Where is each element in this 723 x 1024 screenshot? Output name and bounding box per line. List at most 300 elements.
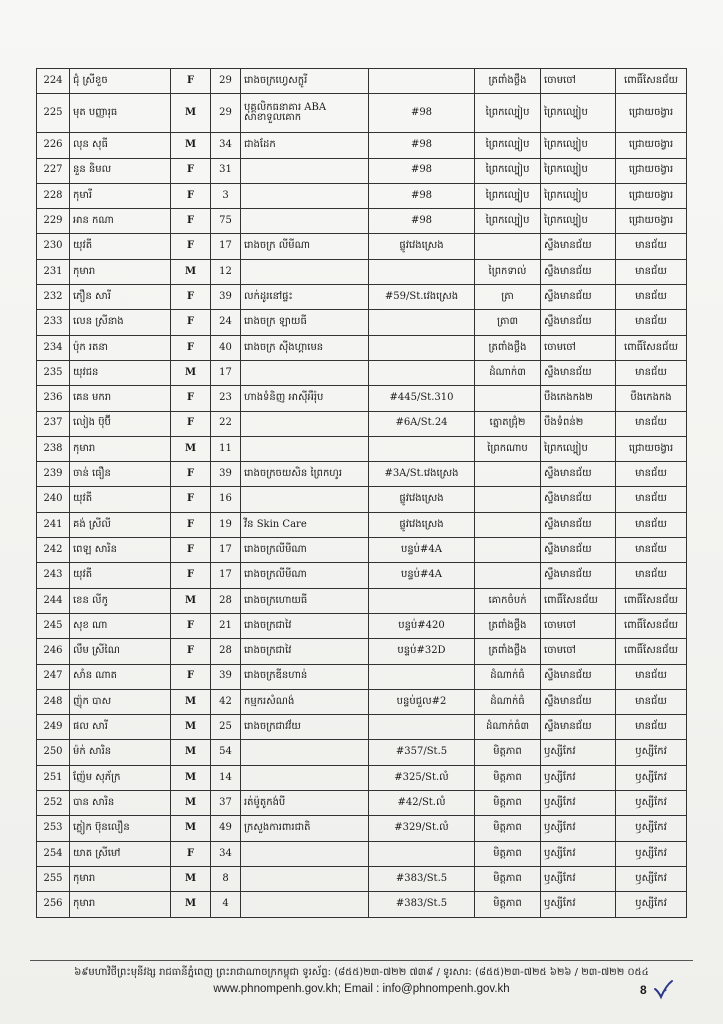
table-row (37, 285, 687, 310)
table-row (37, 310, 687, 335)
cell-workplace: រោងចក្រចយសិន ព្រៃកហូរ (241, 462, 369, 487)
cell-row-number: 230 (37, 234, 70, 259)
cell-person-name: កុមារា (70, 892, 171, 917)
cell-person-name: យាត ស្រីមៅ (70, 841, 171, 866)
cell-khan: ឫស្សីកែវ (616, 765, 687, 790)
cell-workplace: រត់ម៉ូតូកង់បី (241, 791, 369, 816)
cell-age: 19 (211, 512, 241, 537)
cell-khan: ជ្រោយចង្វារ (616, 436, 687, 461)
cell-age: 34 (211, 133, 241, 158)
cell-age: 75 (211, 209, 241, 234)
cell-sangkat: ឫស្សីកែវ (541, 866, 616, 891)
cell-sex: F (171, 462, 211, 487)
cell-village: ព្រៃកល្បៀប (475, 94, 541, 133)
cell-person-name: យុវជន (70, 360, 171, 385)
cell-khan: ឫស្សីកែវ (616, 866, 687, 891)
cell-khan: ពោធិ៍សែនជ័យ (616, 639, 687, 664)
cell-sangkat: ស្ទឹងមានជ័យ (541, 689, 616, 714)
cell-house-street: #98 (369, 183, 475, 208)
cell-village (475, 234, 541, 259)
cell-age: 16 (211, 487, 241, 512)
cell-house-street: បន្ទប់#32D (369, 639, 475, 664)
cell-workplace: រោងចក្រជាវៃ (241, 639, 369, 664)
cell-workplace: កម្មករសំណង់ (241, 689, 369, 714)
cell-sex: F (171, 335, 211, 360)
cell-sangkat: ព្រៃកល្បៀប (541, 158, 616, 183)
cell-workplace: ហាងទំនិញ អាស៊ីអឺរ៉ុប (241, 386, 369, 411)
cell-row-number: 245 (37, 613, 70, 638)
cell-khan: មានជ័យ (616, 487, 687, 512)
cell-village: ព្រៃកល្បៀប (475, 133, 541, 158)
cell-workplace: រោងចក្រលីមីណា (241, 563, 369, 588)
cell-person-name: កុមារី (70, 183, 171, 208)
table-row (37, 360, 687, 385)
cell-sangkat: ស្ទឹងមានជ័យ (541, 487, 616, 512)
cell-khan: ឫស្សីកែវ (616, 816, 687, 841)
cell-house-street: ផ្លូវវេងស្រេង (369, 234, 475, 259)
cell-workplace: រោងចក្រហ្វេសក្លូរី (241, 69, 369, 94)
cell-sex: M (171, 94, 211, 133)
cell-house-street: #383/St.5 (369, 892, 475, 917)
cell-sex: M (171, 866, 211, 891)
cell-sex: F (171, 234, 211, 259)
cell-house-street: បន្ទប់#420 (369, 613, 475, 638)
cell-person-name: ភឿន សារី (70, 285, 171, 310)
cell-workplace: លក់ដូរនៅផ្ទះ (241, 285, 369, 310)
cell-house-street: បន្ទប់ជួល#2 (369, 689, 475, 714)
table-row (37, 892, 687, 917)
cell-workplace: រោងចក្រលីមីណា (241, 538, 369, 563)
cell-house-street: #329/St.លំ (369, 816, 475, 841)
table-row (37, 158, 687, 183)
cell-person-name: ចាន់ ធឿន (70, 462, 171, 487)
cell-age: 29 (211, 69, 241, 94)
cell-house-street: #42/St.លំ (369, 791, 475, 816)
cell-person-name: ជុំ ស្រីខួច (70, 69, 171, 94)
cell-village: ដំណាក់៣ (475, 360, 541, 385)
cell-village (475, 538, 541, 563)
cell-sangkat: ឫស្សីកែវ (541, 892, 616, 917)
cell-sex: M (171, 689, 211, 714)
cell-sangkat: ព្រៃកល្បៀប (541, 436, 616, 461)
table-body (37, 69, 687, 918)
cell-age: 11 (211, 436, 241, 461)
table-row (37, 69, 687, 94)
cell-person-name: ម៉ក់ សារិន (70, 740, 171, 765)
cell-row-number: 226 (37, 133, 70, 158)
cell-khan: មានជ័យ (616, 360, 687, 385)
table-row (37, 259, 687, 284)
cell-age: 17 (211, 360, 241, 385)
cell-sangkat: ឫស្សីកែវ (541, 816, 616, 841)
cell-workplace: រោងចក្រជាវវ័យ (241, 715, 369, 740)
cell-sex: F (171, 386, 211, 411)
cell-sangkat: ចោមចៅ (541, 613, 616, 638)
cell-row-number: 236 (37, 386, 70, 411)
cell-row-number: 225 (37, 94, 70, 133)
cell-village: ត្នោតជ្រុំ២ (475, 411, 541, 436)
cell-person-name: អាន កណា (70, 209, 171, 234)
cell-age: 3 (211, 183, 241, 208)
cell-house-street: #98 (369, 133, 475, 158)
cell-sangkat: ស្ទឹងមានជ័យ (541, 538, 616, 563)
table-row (37, 94, 687, 133)
cell-workplace: រោងចក្រឌីនហាន់ (241, 664, 369, 689)
cell-sangkat: ព្រៃកល្បៀប (541, 183, 616, 208)
cell-row-number: 246 (37, 639, 70, 664)
table-row (37, 613, 687, 638)
cell-age: 31 (211, 158, 241, 183)
cell-sex: F (171, 639, 211, 664)
cell-row-number: 228 (37, 183, 70, 208)
cell-age: 28 (211, 639, 241, 664)
table-row (37, 133, 687, 158)
cell-khan: ឫស្សីកែវ (616, 892, 687, 917)
cell-village: មិត្តភាព (475, 791, 541, 816)
cell-house-street (369, 310, 475, 335)
cell-village (475, 462, 541, 487)
cell-row-number: 239 (37, 462, 70, 487)
cell-workplace (241, 411, 369, 436)
table-row (37, 512, 687, 537)
cell-sangkat: ស្ទឹងមានជ័យ (541, 234, 616, 259)
cell-person-name: យុវតី (70, 563, 171, 588)
cell-khan: មានជ័យ (616, 411, 687, 436)
cell-workplace: រោងចក្រ ឡាយធី (241, 310, 369, 335)
cell-person-name: ញ៉ុក បាស (70, 689, 171, 714)
cell-age: 17 (211, 563, 241, 588)
cell-workplace (241, 360, 369, 385)
cell-age: 49 (211, 816, 241, 841)
cell-village: មិត្តភាព (475, 892, 541, 917)
cell-row-number: 237 (37, 411, 70, 436)
cell-sangkat: ឫស្សីកែវ (541, 791, 616, 816)
table-row (37, 386, 687, 411)
cell-village: មិត្តភាព (475, 816, 541, 841)
cell-sex: M (171, 133, 211, 158)
cell-workplace: វីន Skin Care (241, 512, 369, 537)
cell-sex: F (171, 512, 211, 537)
cell-workplace: រោងចក្រ លីមីណា (241, 234, 369, 259)
cell-khan: ឫស្សីកែវ (616, 841, 687, 866)
cell-sangkat: ស្ទឹងមានជ័យ (541, 360, 616, 385)
cell-sangkat: ចោមចៅ (541, 639, 616, 664)
cell-age: 34 (211, 841, 241, 866)
cell-row-number: 249 (37, 715, 70, 740)
cell-workplace: ក្រសួងការពារជាតិ (241, 816, 369, 841)
cell-village: ព្រៃកល្បៀប (475, 209, 541, 234)
cell-workplace (241, 259, 369, 284)
cell-age: 42 (211, 689, 241, 714)
cell-khan: ពោធិ៍សែនជ័យ (616, 613, 687, 638)
cell-row-number: 227 (37, 158, 70, 183)
cell-sangkat: ឫស្សីកែវ (541, 841, 616, 866)
cell-house-street (369, 360, 475, 385)
cell-age: 21 (211, 613, 241, 638)
cell-village: មិត្តភាព (475, 765, 541, 790)
table-row (37, 538, 687, 563)
cell-house-street (369, 664, 475, 689)
cell-house-street: #357/St.5 (369, 740, 475, 765)
cell-age: 17 (211, 234, 241, 259)
cell-sex: M (171, 816, 211, 841)
cell-sangkat: ពោធិ៍សែនជ័យ (541, 588, 616, 613)
cell-village: គោកចំបក់ (475, 588, 541, 613)
cell-row-number: 241 (37, 512, 70, 537)
cell-row-number: 248 (37, 689, 70, 714)
footer-divider (30, 960, 693, 961)
table-row (37, 487, 687, 512)
cell-village: ត្រពាំងថ្លឹង (475, 639, 541, 664)
cell-house-street: ផ្លូវវេងស្រេង (369, 512, 475, 537)
cell-person-name: កុមារា (70, 259, 171, 284)
cell-sex: F (171, 183, 211, 208)
cell-village: ដំណាក់ធំ (475, 664, 541, 689)
cell-house-street: #98 (369, 209, 475, 234)
cell-person-name: មុត បញ្ញារុធ (70, 94, 171, 133)
cell-workplace: ជាងដែក (241, 133, 369, 158)
table-row (37, 841, 687, 866)
cell-sangkat: ស្ទឹងមានជ័យ (541, 310, 616, 335)
cell-workplace: រោងចក្រ ស៊ីងហ្គាមេន (241, 335, 369, 360)
cell-sex: F (171, 664, 211, 689)
cell-village (475, 563, 541, 588)
cell-person-name: ខេន លីកូ (70, 588, 171, 613)
cell-sangkat: ស្ទឹងមានជ័យ (541, 462, 616, 487)
table-row (37, 588, 687, 613)
table-row (37, 765, 687, 790)
cell-workplace (241, 436, 369, 461)
cell-age: 37 (211, 791, 241, 816)
cell-khan: មានជ័យ (616, 259, 687, 284)
table-row (37, 209, 687, 234)
cell-sangkat: ស្ទឹងមានជ័យ (541, 512, 616, 537)
cell-sex: M (171, 259, 211, 284)
cell-sex: F (171, 563, 211, 588)
cell-workplace (241, 740, 369, 765)
cell-village: ដំណាក់ធំ៣ (475, 715, 541, 740)
cell-age: 28 (211, 588, 241, 613)
cell-workplace: រោងចក្រហោយធី (241, 588, 369, 613)
cell-sex: M (171, 740, 211, 765)
table-row (37, 689, 687, 714)
cell-person-name: ប៉ុក រតនា (70, 335, 171, 360)
table-row (37, 563, 687, 588)
table-row (37, 335, 687, 360)
cell-khan: មានជ័យ (616, 234, 687, 259)
cell-sangkat: ស្ទឹងមានជ័យ (541, 715, 616, 740)
cell-person-name: ញ៉ែម សុភ័ក្រ (70, 765, 171, 790)
footer-web-contact: www.phnompenh.gov.kh; Email : info@phnompenh.gov.kh (213, 983, 510, 995)
cell-age: 39 (211, 664, 241, 689)
cell-khan: មានជ័យ (616, 715, 687, 740)
cell-khan: ឫស្សីកែវ (616, 791, 687, 816)
page-number: 8 (640, 983, 647, 997)
cell-khan: មានជ័យ (616, 462, 687, 487)
cell-row-number: 242 (37, 538, 70, 563)
cell-khan: មានជ័យ (616, 512, 687, 537)
cell-sangkat: ស្ទឹងមានជ័យ (541, 259, 616, 284)
cell-sex: F (171, 310, 211, 335)
cell-house-street (369, 841, 475, 866)
cell-house-street: #59/St.វេងស្រេង (369, 285, 475, 310)
table-row (37, 639, 687, 664)
cell-village: ត្រពាំងថ្លឹង (475, 335, 541, 360)
cell-row-number: 233 (37, 310, 70, 335)
cell-row-number: 234 (37, 335, 70, 360)
cell-row-number: 250 (37, 740, 70, 765)
cell-village: ត្រពាំងថ្លឹង (475, 69, 541, 94)
cell-sex: F (171, 487, 211, 512)
cell-sex: M (171, 765, 211, 790)
cell-sangkat: ព្រៃកល្បៀប (541, 209, 616, 234)
cell-age: 40 (211, 335, 241, 360)
cell-row-number: 238 (37, 436, 70, 461)
cell-khan: ឫស្សីកែវ (616, 740, 687, 765)
cell-khan: មានជ័យ (616, 689, 687, 714)
cell-khan: ជ្រោយចង្វារ (616, 209, 687, 234)
cell-village: ដំណាក់ធំ (475, 689, 541, 714)
cell-khan: មានជ័យ (616, 563, 687, 588)
cell-village: មិត្តភាព (475, 740, 541, 765)
cell-village: ព្រៃកល្បៀប (475, 158, 541, 183)
cell-village: មិត្តភាព (475, 841, 541, 866)
cell-row-number: 240 (37, 487, 70, 512)
cell-khan: ជ្រោយចង្វារ (616, 158, 687, 183)
cell-khan: បឹងកេងកង (616, 386, 687, 411)
cell-house-street: #383/St.5 (369, 866, 475, 891)
cell-khan: ពោធិ៍សែនជ័យ (616, 335, 687, 360)
cell-row-number: 252 (37, 791, 70, 816)
cell-khan: ពោធិ៍សែនជ័យ (616, 588, 687, 613)
table-row (37, 816, 687, 841)
cell-sex: F (171, 613, 211, 638)
cell-person-name: សាំន ណាត (70, 664, 171, 689)
cell-person-name: កុមារា (70, 866, 171, 891)
cell-sangkat: ស្ទឹងមានជ័យ (541, 664, 616, 689)
cell-sangkat: ព្រៃកល្បៀប (541, 94, 616, 133)
cell-sex: F (171, 411, 211, 436)
cell-village: ព្រៃកទាល់ (475, 259, 541, 284)
cell-workplace (241, 866, 369, 891)
cell-person-name: គេន មករា (70, 386, 171, 411)
cell-sangkat: បឹងកេងកង២ (541, 386, 616, 411)
cell-house-street: បន្ទប់#4A (369, 538, 475, 563)
cell-sex: F (171, 841, 211, 866)
cell-village: ត្រា (475, 285, 541, 310)
cell-age: 24 (211, 310, 241, 335)
cell-khan: មានជ័យ (616, 285, 687, 310)
cell-khan: ជ្រោយចង្វារ (616, 94, 687, 133)
cell-house-street: #3A/St.វេងស្រេង (369, 462, 475, 487)
cell-person-name: លុន សុធី (70, 133, 171, 158)
table-row (37, 866, 687, 891)
table-row (37, 183, 687, 208)
cell-person-name: យុវតី (70, 487, 171, 512)
cell-age: 23 (211, 386, 241, 411)
cell-age: 54 (211, 740, 241, 765)
signature-check-mark (652, 978, 674, 1000)
cell-sex: M (171, 715, 211, 740)
cell-age: 39 (211, 285, 241, 310)
cell-workplace: បុគ្គលិកធនាគារ ABA សាខាទួលគោក (241, 94, 369, 133)
cell-person-name: លេន ស្រីនាង (70, 310, 171, 335)
cell-house-street (369, 436, 475, 461)
cell-workplace: រោងចក្រជាវៃ (241, 613, 369, 638)
cell-row-number: 243 (37, 563, 70, 588)
cell-sex: F (171, 285, 211, 310)
cell-person-name: នួន និមល (70, 158, 171, 183)
cell-row-number: 229 (37, 209, 70, 234)
cell-village (475, 487, 541, 512)
cell-person-name: លឹម ស្រីណៃ (70, 639, 171, 664)
cell-house-street: ផ្លូវវេងស្រេង (369, 487, 475, 512)
cell-workplace (241, 209, 369, 234)
cell-house-street: #6A/St.24 (369, 411, 475, 436)
cell-sex: F (171, 158, 211, 183)
cell-house-street (369, 715, 475, 740)
cell-person-name: បាន សារិន (70, 791, 171, 816)
cell-person-name: សុខ ណា (70, 613, 171, 638)
cell-row-number: 232 (37, 285, 70, 310)
cell-khan: មានជ័យ (616, 538, 687, 563)
cell-person-name: លៀង ប៊ុប៊ី (70, 411, 171, 436)
cell-workplace (241, 892, 369, 917)
table-row (37, 234, 687, 259)
cell-row-number: 255 (37, 866, 70, 891)
cell-village: ព្រៃកល្បៀប (475, 183, 541, 208)
cell-sex: F (171, 209, 211, 234)
cell-village (475, 386, 541, 411)
cell-sex: M (171, 892, 211, 917)
cell-person-name: ពេឡ សារិន (70, 538, 171, 563)
table-row (37, 740, 687, 765)
cell-person-name: គង់ ស្រីលី (70, 512, 171, 537)
cell-khan: មានជ័យ (616, 310, 687, 335)
cell-village: ត្រា៣ (475, 310, 541, 335)
cell-row-number: 231 (37, 259, 70, 284)
cell-village (475, 512, 541, 537)
cell-village: ត្រពាំងថ្លឹង (475, 613, 541, 638)
cell-house-street: #98 (369, 94, 475, 133)
cell-person-name: ភ្លៀក ប៊ុនលឿន (70, 816, 171, 841)
table-row (37, 411, 687, 436)
cell-age: 22 (211, 411, 241, 436)
cell-age: 8 (211, 866, 241, 891)
cell-sangkat: ស្ទឹងមានជ័យ (541, 285, 616, 310)
cell-row-number: 247 (37, 664, 70, 689)
cell-age: 14 (211, 765, 241, 790)
cell-workplace (241, 841, 369, 866)
table-row (37, 715, 687, 740)
cell-house-street (369, 588, 475, 613)
cell-person-name: ផល សារី (70, 715, 171, 740)
cell-khan: ជ្រោយចង្វារ (616, 183, 687, 208)
cell-house-street: #445/St.310 (369, 386, 475, 411)
cell-sex: M (171, 588, 211, 613)
cell-khan: មានជ័យ (616, 664, 687, 689)
cell-house-street (369, 259, 475, 284)
cell-house-street: #98 (369, 158, 475, 183)
cell-row-number: 251 (37, 765, 70, 790)
cell-sangkat: ចោមចៅ (541, 69, 616, 94)
cell-sex: M (171, 791, 211, 816)
table-row (37, 436, 687, 461)
cell-sex: M (171, 436, 211, 461)
cell-row-number: 244 (37, 588, 70, 613)
cell-workplace (241, 487, 369, 512)
cell-workplace (241, 183, 369, 208)
